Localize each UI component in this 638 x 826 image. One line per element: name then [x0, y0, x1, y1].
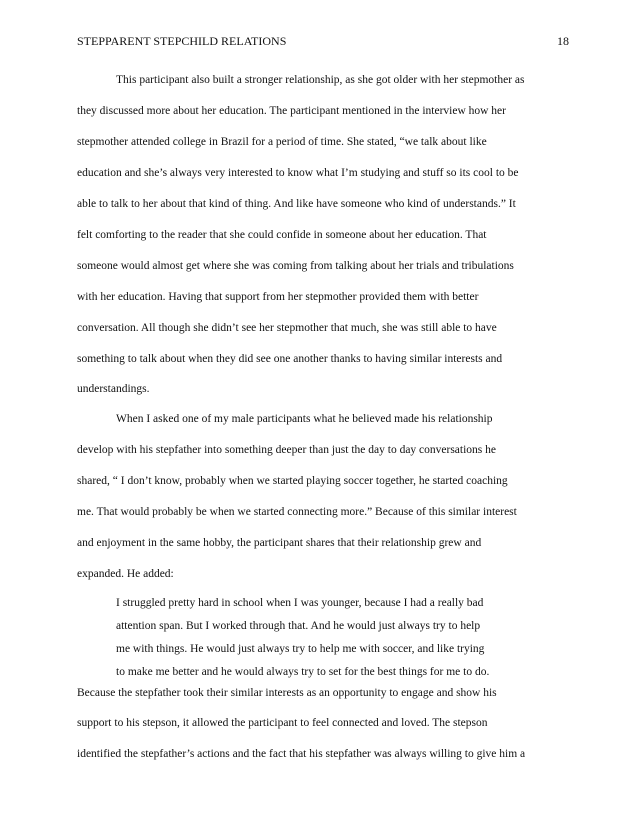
text-line: and enjoyment in the same hobby, the participant shares that their relationship grew and — [77, 537, 482, 549]
text-line: develop with his stepfather into something deeper than just the day to day conversations he — [77, 444, 497, 456]
running-head: STEPPARENT STEPCHILD RELATIONS — [77, 34, 287, 48]
text-line: with her education. Having that support from her stepmother provided them with better — [77, 291, 479, 303]
text-line: me. That would probably be when we started connecting more.” Because of this similar interest — [77, 506, 517, 518]
text-line: shared, “ I don’t know, probably when we started playing soccer together, he started coaching — [77, 475, 508, 487]
text-line: something to talk about when they did see one another thanks to having similar interests and — [77, 353, 503, 365]
quote-line: attention span. But I worked through that. And he would just always try to help — [116, 620, 481, 632]
text-line: someone would almost get where she was coming from talking about her trials and tribulations — [77, 260, 514, 272]
page-header — [77, 34, 569, 49]
text-line: conversation. All though she didn’t see her stepmother that much, she was still able to have — [77, 322, 497, 334]
text-line: Because the stepfather took their similar interests as an opportunity to engage and show his — [77, 687, 497, 699]
quote-line: me with things. He would just always try to help me with soccer, and like trying — [116, 643, 485, 655]
quote-line: I struggled pretty hard in school when I was younger, because I had a really bad — [116, 597, 484, 609]
text-line: support to his stepson, it allowed the participant to feel connected and loved. The stepson — [77, 717, 488, 729]
text-line: they discussed more about her education. The participant mentioned in the interview how her — [77, 105, 506, 117]
text-line: expanded. He added: — [77, 568, 174, 580]
text-line: understandings. — [77, 383, 150, 395]
text-line: identified the stepfather’s actions and the fact that his stepfather was always willing to give him a — [77, 748, 526, 760]
text-line: stepmother attended college in Brazil for a period of time. She stated, “we talk about like — [77, 136, 487, 148]
text-line: This participant also built a stronger relationship, as she got older with her stepmother as — [116, 74, 525, 86]
text-line: felt comforting to the reader that she could confide in someone about her education. That — [77, 229, 487, 241]
page-number: 18 — [557, 34, 569, 48]
text-line: able to talk to her about that kind of thing. And like have someone who kind of understands.” It — [77, 198, 516, 210]
quote-line: to make me better and he would always try to set for the best things for me to do. — [116, 666, 490, 678]
text-line: When I asked one of my male participants what he believed made his relationship — [116, 413, 493, 425]
text-line: education and she’s always very interested to know what I’m studying and stuff so its cool to be — [77, 167, 519, 179]
